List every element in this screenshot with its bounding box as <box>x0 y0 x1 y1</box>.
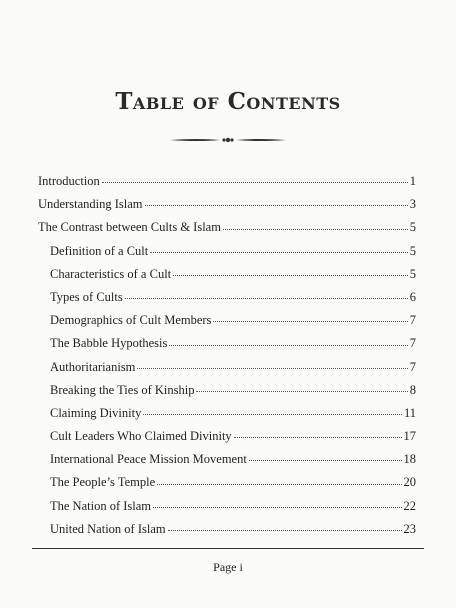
page-number: Page i <box>213 560 243 574</box>
toc-entry-label: Cult Leaders Who Claimed Divinity <box>50 429 232 444</box>
toc-entry-label: Definition of a Cult <box>50 243 149 258</box>
toc-leader-dots <box>168 529 402 531</box>
toc-entry[interactable] <box>38 309 416 332</box>
toc-entry[interactable] <box>38 495 416 518</box>
toc-leader-dots <box>145 204 408 206</box>
footer-divider <box>32 548 424 549</box>
toc-leader-dots <box>102 181 408 183</box>
toc-entry-page: 3 <box>409 197 416 212</box>
toc-entry-label: Breaking the Ties of Kinship <box>50 382 195 397</box>
toc-entry[interactable] <box>38 170 416 193</box>
toc-list <box>38 170 416 541</box>
toc-leader-dots <box>234 436 402 438</box>
toc-entry[interactable] <box>38 216 416 239</box>
toc-entry-label: The People’s Temple <box>50 475 156 490</box>
toc-entry-page: 11 <box>403 405 416 420</box>
toc-entry-label: Understanding Islam <box>38 197 143 212</box>
toc-entry-page: 7 <box>409 336 416 351</box>
toc-leader-dots <box>143 413 402 415</box>
toc-entry[interactable] <box>38 402 416 425</box>
toc-leader-dots <box>157 483 401 485</box>
toc-entry[interactable] <box>38 193 416 216</box>
toc-entry-page: 5 <box>409 243 416 258</box>
toc-entry-page: 1 <box>409 174 416 188</box>
toc-entry-label: Authoritarianism <box>50 359 136 374</box>
toc-leader-dots <box>125 297 408 299</box>
toc-entry[interactable] <box>38 240 416 263</box>
toc-leader-dots <box>169 344 407 346</box>
toc-entry-label: Types of Cults <box>50 289 123 304</box>
toc-entry-label: The Contrast between Cults & Islam <box>38 220 221 235</box>
toc-entry-page: 22 <box>403 498 416 513</box>
toc-entry-page: 20 <box>403 475 416 490</box>
toc-entry[interactable] <box>38 518 416 541</box>
toc-entry-page: 17 <box>403 429 416 444</box>
toc-entry-page: 23 <box>403 521 416 536</box>
toc-entry-label: United Nation of Islam <box>50 521 166 536</box>
toc-leader-dots <box>150 251 408 253</box>
toc-leader-dots <box>213 320 407 322</box>
toc-leader-dots <box>137 367 407 369</box>
toc-entry-label: The Nation of Islam <box>50 498 152 513</box>
toc-entry[interactable] <box>38 379 416 402</box>
toc-leader-dots <box>223 228 408 230</box>
toc-entry[interactable] <box>38 332 416 355</box>
toc-entry-label: Claiming Divinity <box>50 405 142 420</box>
ornament-divider-icon <box>168 134 288 146</box>
toc-entry-label: The Babble Hypothesis <box>50 336 168 351</box>
toc-entry-label: Characteristics of a Cult <box>50 266 172 281</box>
toc-entry-label: Introduction <box>38 174 100 188</box>
toc-entry[interactable] <box>38 263 416 286</box>
toc-leader-dots <box>196 390 407 392</box>
toc-entry[interactable] <box>38 471 416 494</box>
toc-entry-page: 6 <box>409 289 416 304</box>
toc-entry-page: 5 <box>409 220 416 235</box>
toc-leader-dots <box>173 274 408 276</box>
toc-entry[interactable] <box>38 356 416 379</box>
toc-entry-page: 18 <box>403 452 416 467</box>
toc-entry-label: International Peace Mission Movement <box>50 452 247 467</box>
toc-entry[interactable] <box>38 286 416 309</box>
toc-entry-page: 7 <box>409 359 416 374</box>
toc-leader-dots <box>153 506 401 508</box>
page-title: Table of Contents <box>115 88 341 115</box>
toc-entry-page: 7 <box>409 313 416 328</box>
toc-leader-dots <box>249 459 402 461</box>
toc-entry[interactable] <box>38 448 416 471</box>
toc-entry[interactable] <box>38 425 416 448</box>
toc-entry-page: 8 <box>409 382 416 397</box>
toc-entry-page: 5 <box>409 266 416 281</box>
toc-entry-label: Demographics of Cult Members <box>50 313 212 328</box>
